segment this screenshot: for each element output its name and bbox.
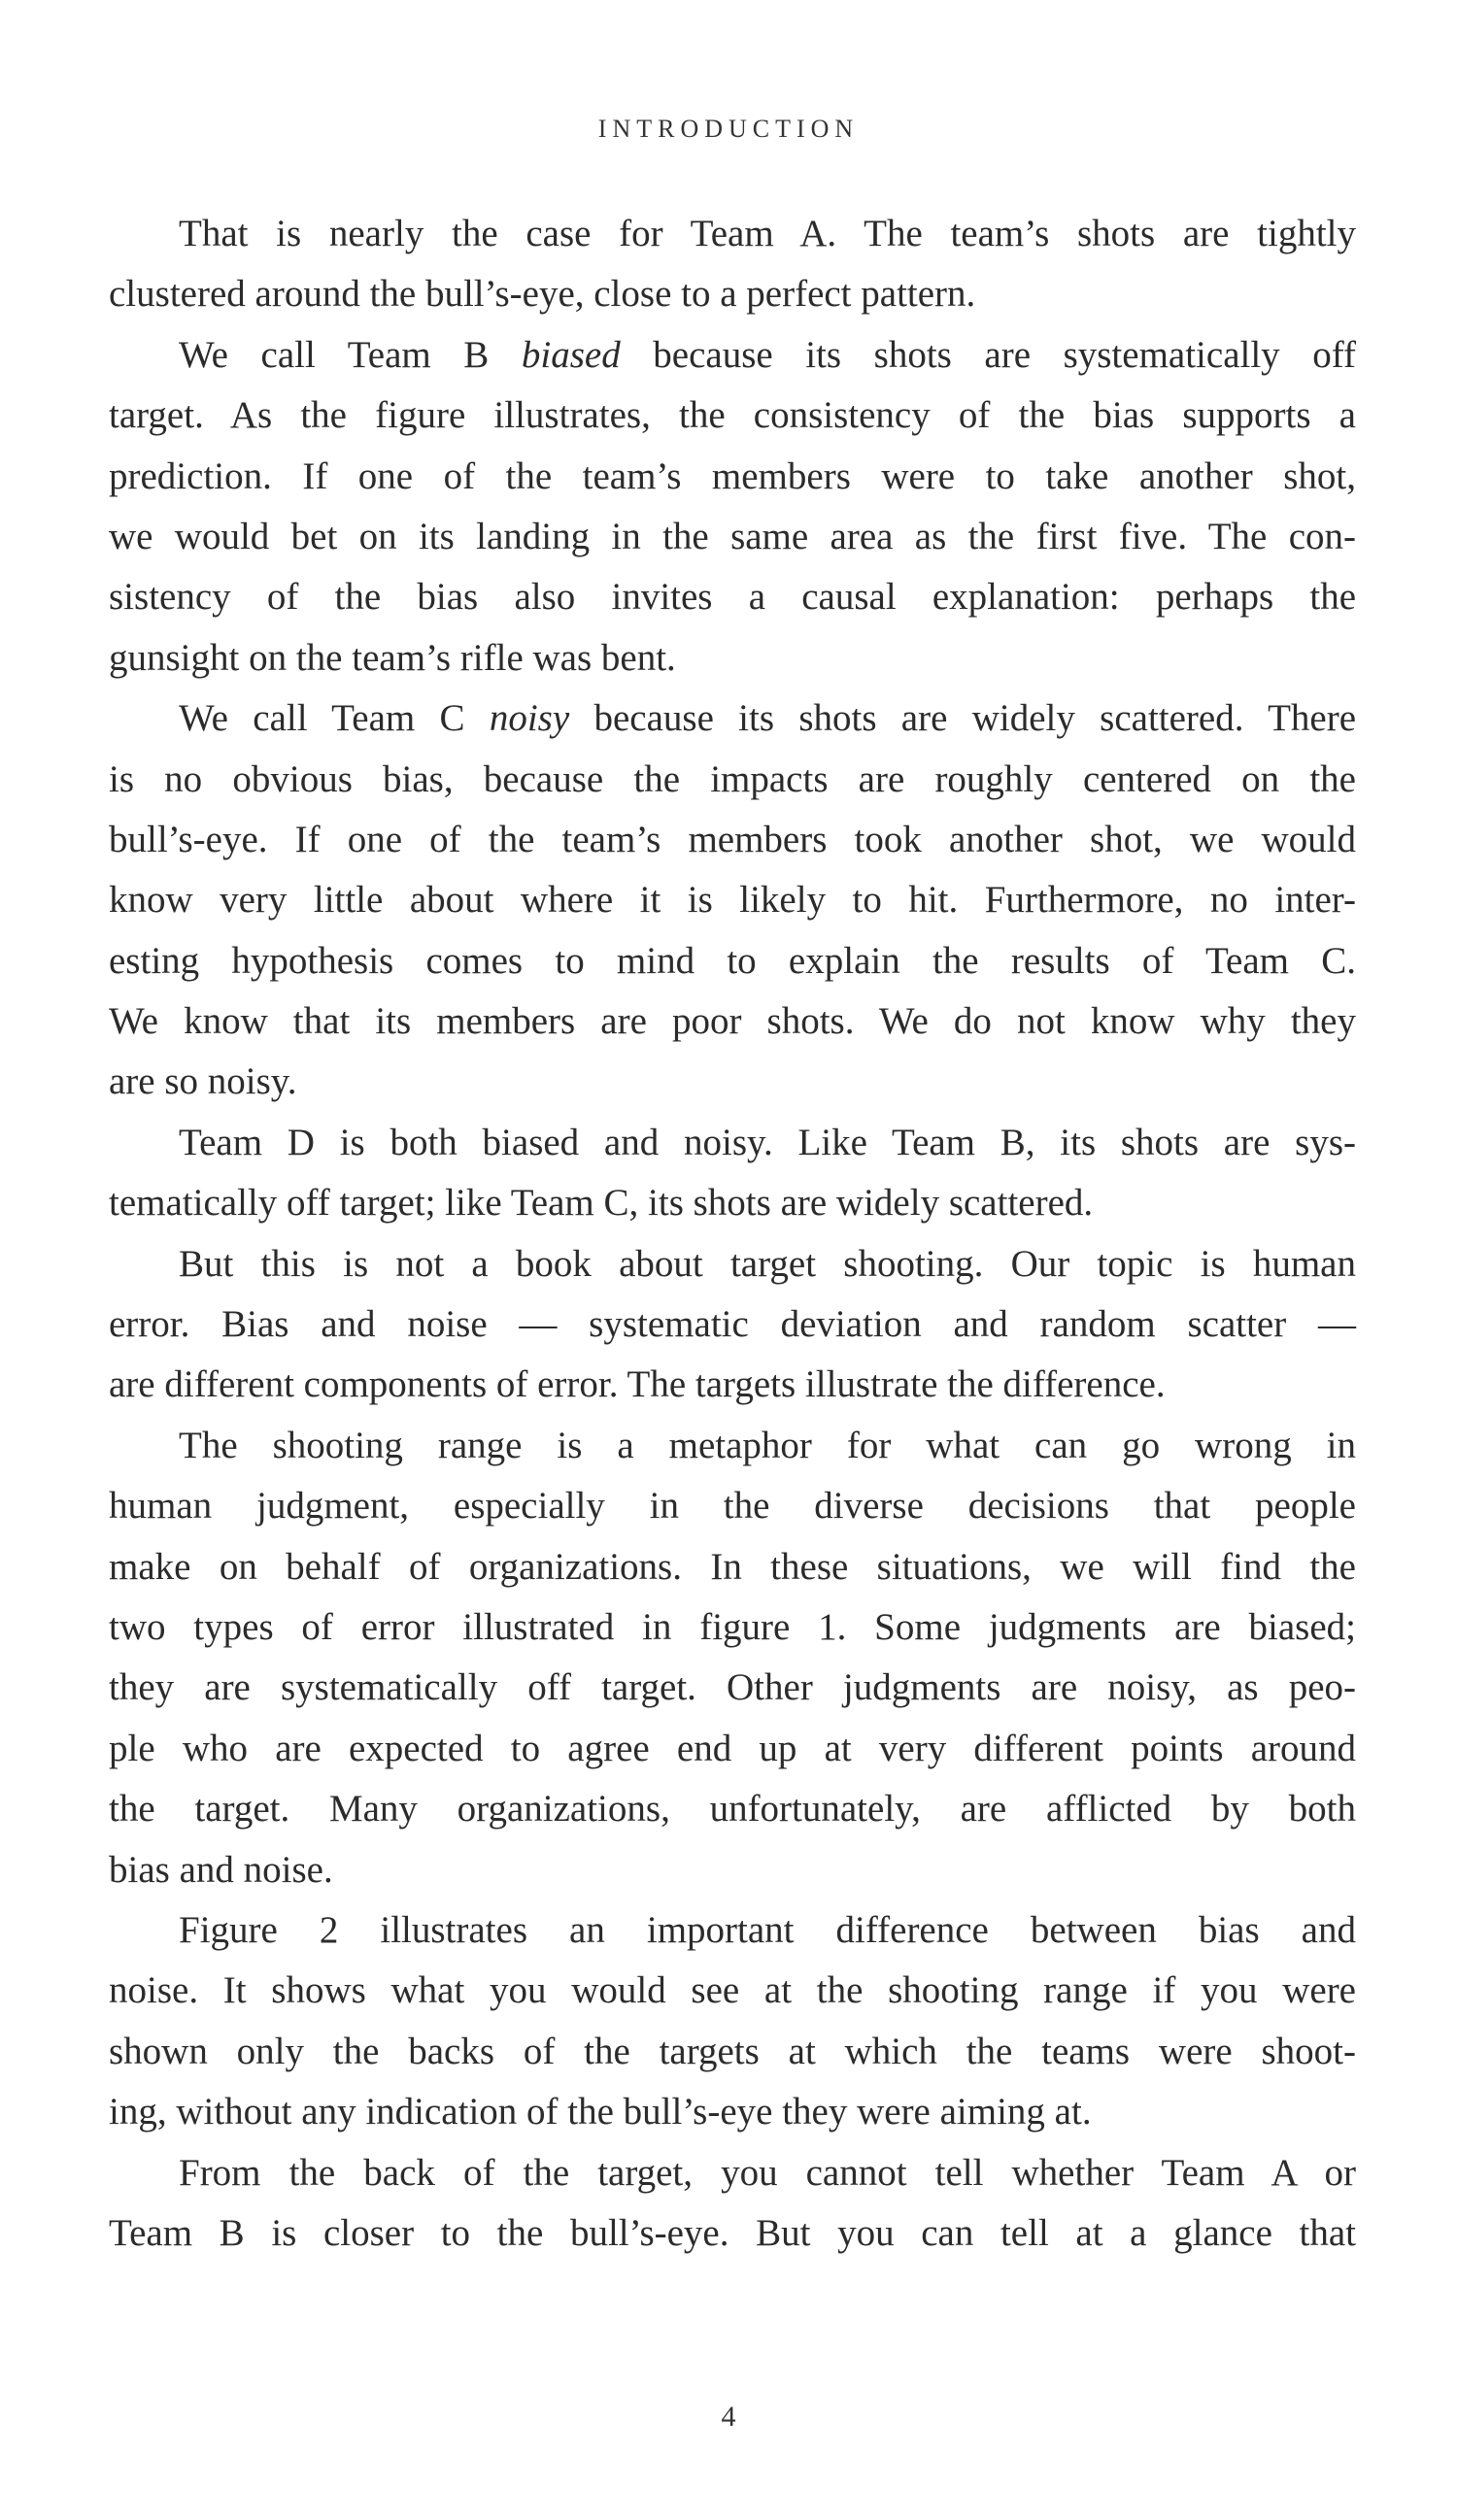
text-line: bias and noise. <box>109 1848 333 1891</box>
text-line: We know that its members are poor shots. We do not know why they <box>109 1000 1356 1043</box>
paragraph <box>109 1234 1356 1416</box>
text-line: two types of error illustrated in figure 1. Some judgments are biased; <box>109 1605 1356 1648</box>
text-line: esting hypothesis comes to mind to explain the results of Team C. <box>109 939 1356 982</box>
text-line: That is nearly the case for Team A. The team’s shots are tightly <box>179 213 1356 254</box>
text-line: they are systematically off target. Other judgments are noisy, as peo- <box>109 1666 1356 1709</box>
text-line: make on behalf of organizations. In these situations, we will find the <box>109 1545 1356 1588</box>
text-line: are so noisy. <box>109 1060 297 1103</box>
text-line: is no obvious bias, because the impacts are roughly centered on the <box>109 757 1356 800</box>
text-line: tematically off target; like Team C, its shots are widely scattered. <box>109 1182 1094 1225</box>
running-head: INTRODUCTION <box>597 115 860 143</box>
page-number: 4 <box>721 2401 736 2433</box>
text-line: are different components of error. The targets illustrate the difference. <box>109 1363 1166 1406</box>
text-line: ing, without any indication of the bull’s-eye they were aiming at. <box>109 2091 1092 2134</box>
text-line: shown only the backs of the targets at which the teams were shoot- <box>109 2030 1356 2072</box>
emphasis-term: noisy <box>489 697 570 740</box>
text-line: We call Team B biased because its shots are systematically off <box>179 333 1356 376</box>
emphasis-term: biased <box>521 333 621 376</box>
text-line: From the back of the target, you cannot tell whether Team A or <box>179 2151 1356 2194</box>
text-line: know very little about where it is likely to hit. Furthermore, no inter- <box>109 879 1356 922</box>
text-line: Team D is both biased and noisy. Like Team B, its shots are sys- <box>179 1121 1356 1163</box>
text-line: ple who are expected to agree end up at very different points around <box>109 1727 1356 1769</box>
text-line: clustered around the bull’s-eye, close to a perfect pattern. <box>109 273 976 316</box>
text-line: sistency of the bias also invites a causal explanation: perhaps the <box>109 576 1356 619</box>
paragraph <box>109 1416 1356 1900</box>
text-line: target. As the figure illustrates, the consistency of the bias supports a <box>109 394 1356 437</box>
text-line: Figure 2 illustrates an important difference between bias and <box>179 1908 1356 1951</box>
text-line: But this is not a book about target shooting. Our topic is human <box>179 1242 1356 1285</box>
text-line: The shooting range is a metaphor for what can go wrong in <box>179 1424 1356 1466</box>
text-line: We call Team C noisy because its shots are widely scattered. There <box>179 697 1356 740</box>
text-line: error. Bias and noise — systematic deviation and random scatter — <box>109 1303 1356 1346</box>
text-line: human judgment, especially in the diverse decisions that people <box>109 1485 1356 1528</box>
body-text <box>109 204 1356 2264</box>
text-line: gunsight on the team’s rifle was bent. <box>109 636 676 679</box>
paragraph <box>109 1900 1356 2143</box>
paragraph <box>109 1113 1356 1234</box>
text-line: bull’s-eye. If one of the team’s members took another shot, we would <box>109 818 1356 860</box>
paragraph <box>109 2143 1356 2265</box>
text-line: the target. Many organizations, unfortunately, are afflicted by both <box>109 1788 1356 1831</box>
text-line: we would bet on its landing in the same area as the first five. The con- <box>109 515 1356 557</box>
paragraph <box>109 204 1356 325</box>
text-line: Team B is closer to the bull’s-eye. But you can tell at a glance that <box>109 2211 1356 2254</box>
paragraph <box>109 689 1356 1113</box>
text-line: prediction. If one of the team’s members were to take another shot, <box>109 454 1356 497</box>
text-line: noise. It shows what you would see at the shooting range if you were <box>109 1969 1356 2012</box>
paragraph <box>109 325 1356 689</box>
